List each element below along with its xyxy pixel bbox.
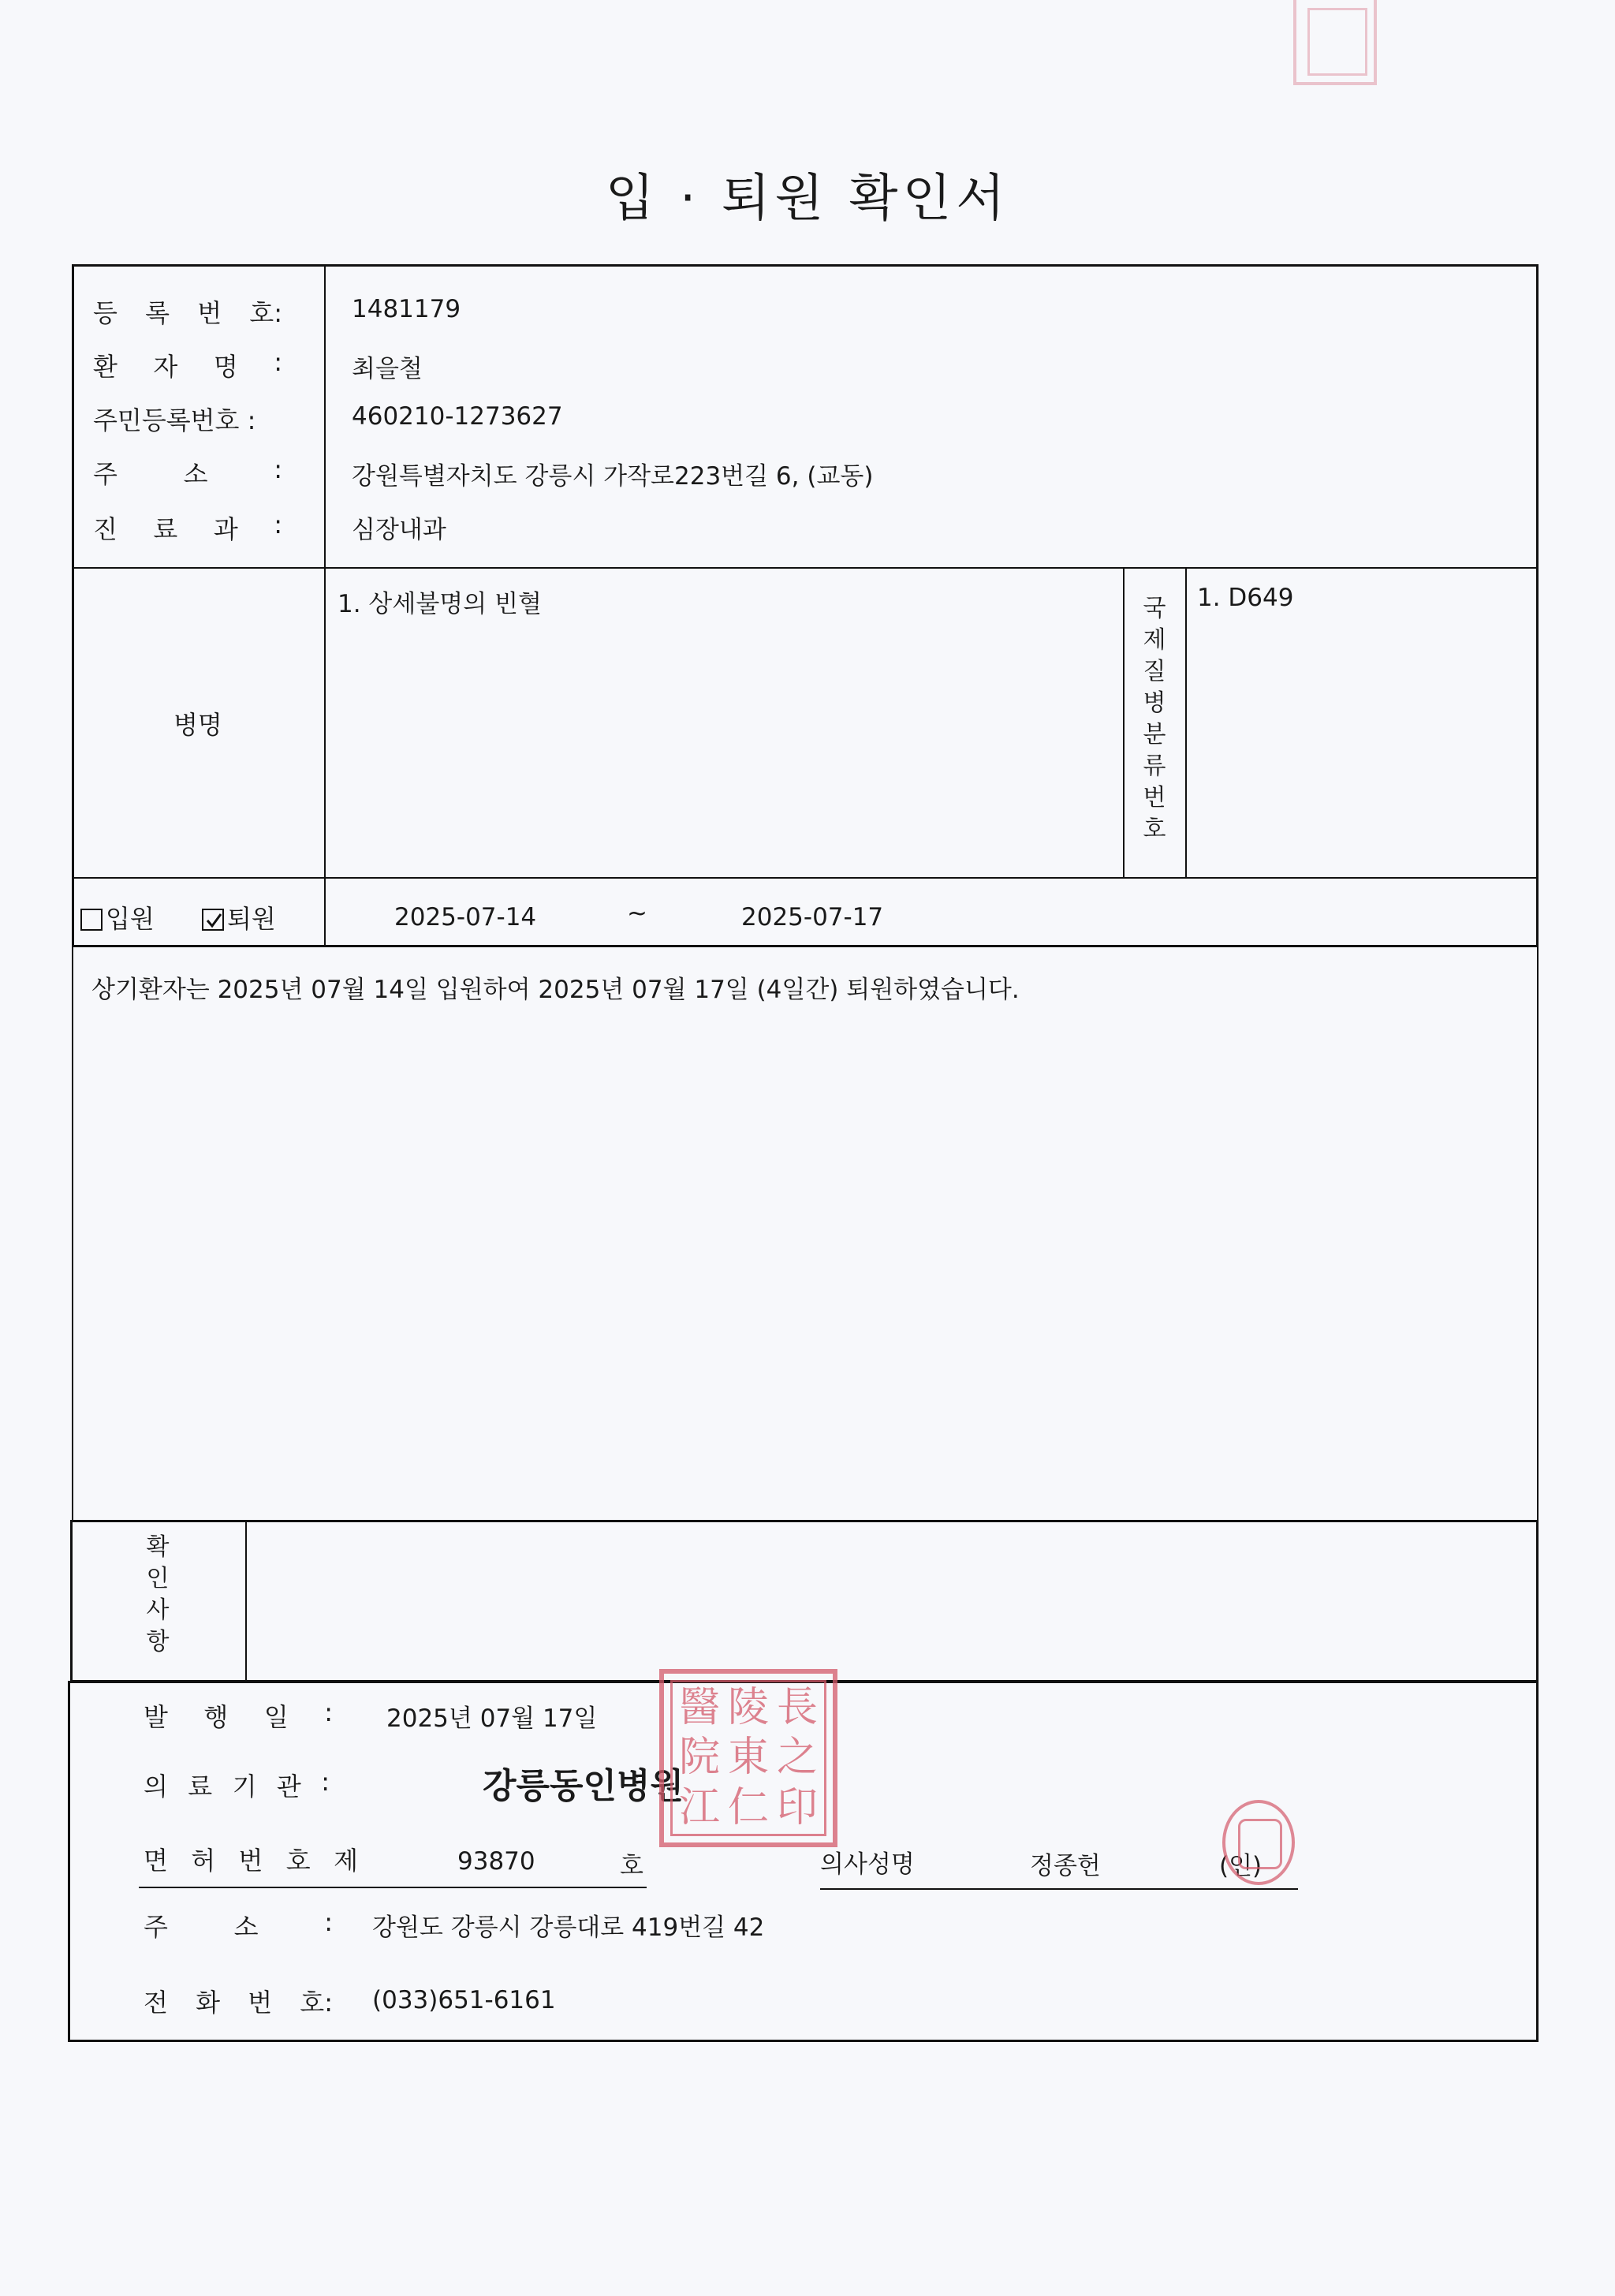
seal-mark: (인)	[1219, 1852, 1263, 1880]
issuer-address-value: 강원도 강릉시 강릉대로 419번길 42	[372, 1913, 765, 1942]
discharge-checkbox	[202, 909, 224, 931]
discharge-option: 퇴원	[202, 899, 276, 935]
reg-no-label: 등 록 번 호:	[93, 298, 282, 328]
statement-text: 상기환자는 2025년 07월 14일 입원하여 2025년 07월 17일 (4일간) 퇴원하였습니다.	[91, 976, 1020, 1004]
confirm-label: 확 인 사 항	[146, 1533, 170, 1656]
hospital-seal: 醫 陵 長 院 東 之 江 仁 印	[659, 1669, 837, 1847]
reg-no-value: 1481179	[352, 295, 461, 323]
stay-to: 2025-07-17	[741, 903, 884, 931]
icd-label: 국 제 질 병 분 류 번 호	[1143, 595, 1166, 843]
address-value: 강원특별자치도 강릉시 가작로223번길 6, (교동)	[352, 462, 874, 491]
diagnosis-item: 1. 상세불명의 빈혈	[338, 590, 542, 618]
patient-name-label: 환 자 명 :	[93, 347, 282, 382]
issuer-address-label: 주 소 :	[144, 1907, 333, 1942]
institution-label: 의 료 기 관 :	[144, 1767, 330, 1801]
stay-from: 2025-07-14	[394, 903, 537, 931]
rrn-value: 460210-1273627	[352, 402, 563, 431]
patient-info-table	[72, 264, 1539, 947]
license-suffix: 호	[620, 1852, 643, 1880]
admit-checkbox	[80, 909, 103, 931]
patient-name-value: 최을철	[352, 355, 423, 383]
stay-tilde: ~	[627, 899, 647, 928]
issue-date-label: 발 행 일 :	[144, 1697, 333, 1732]
institution-name: 강릉동인병원	[483, 1766, 684, 1806]
corner-stamp	[1293, 0, 1377, 85]
icd-item: 1. D649	[1197, 584, 1294, 612]
dept-value: 심장내과	[352, 516, 446, 544]
doctor-label: 의사성명	[820, 1850, 915, 1879]
check-icon	[203, 910, 224, 931]
issue-date-value: 2025년 07월 17일	[386, 1704, 598, 1733]
phone-value: (033)651-6161	[372, 1986, 556, 2014]
confirm-table	[70, 1520, 1539, 1682]
license-label: 면 허 번 호 제	[144, 1846, 358, 1876]
doctor-name: 정종헌	[1030, 1852, 1101, 1880]
dept-label: 진 료 과 :	[93, 510, 282, 544]
phone-label: 전 화 번 호:	[144, 1988, 333, 2018]
document-title: 입 · 퇴원 확인서	[605, 170, 1010, 228]
diagnosis-label: 병명	[173, 710, 222, 740]
doctor-seal	[1222, 1800, 1295, 1885]
address-label: 주 소 :	[93, 454, 282, 489]
rrn-label: 주민등록번호 :	[93, 405, 256, 435]
license-number: 93870	[457, 1847, 535, 1876]
admit-option: 입원	[80, 899, 155, 935]
